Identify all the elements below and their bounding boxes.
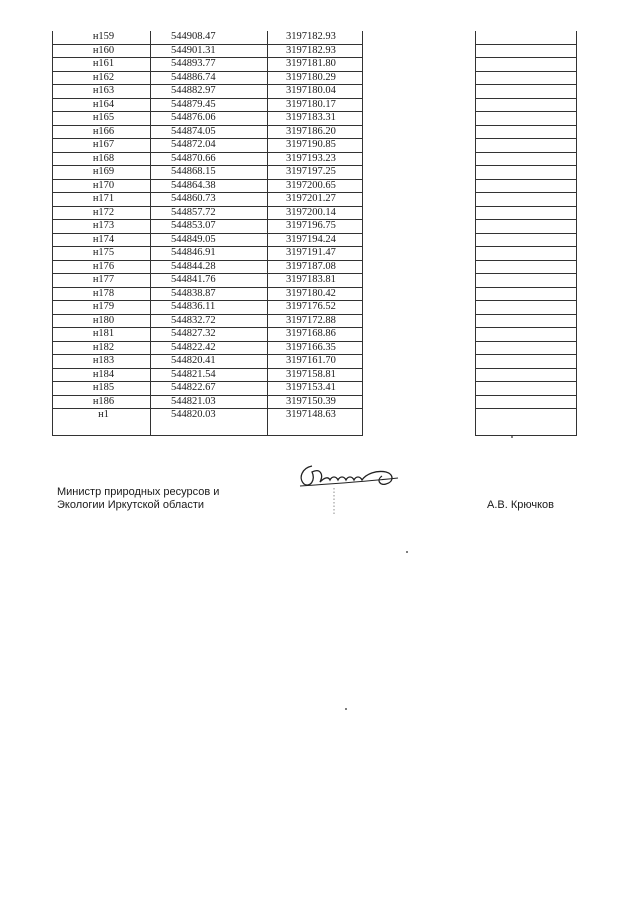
coordinates-table-body: [53, 31, 577, 436]
empty-cell: [476, 193, 577, 207]
empty-cell: [476, 355, 577, 369]
empty-cell: [476, 395, 577, 409]
empty-cell: [476, 85, 577, 99]
position-line-2: Экологии Иркутской области: [57, 499, 205, 511]
empty-cell: [476, 247, 577, 261]
spacer-cell: [363, 301, 476, 315]
x-coordinate-cell: 544864.38: [151, 179, 268, 193]
spacer-cell: [363, 274, 476, 288]
empty-cell: [476, 206, 577, 220]
point-cell: н176: [53, 260, 151, 274]
table-row: [53, 328, 577, 342]
x-coordinate-cell: 544821.54: [151, 368, 268, 382]
table-row: [53, 98, 577, 112]
empty-cell: [476, 125, 577, 139]
x-coordinate-cell: 544838.87: [151, 287, 268, 301]
table-row: [53, 395, 577, 409]
point-cell: н183: [53, 355, 151, 369]
x-coordinate-cell: 544872.04: [151, 139, 268, 153]
table-row: [53, 314, 577, 328]
spacer-cell: [363, 71, 476, 85]
table-row: [53, 341, 577, 355]
empty-cell: [476, 166, 577, 180]
table-row: [53, 287, 577, 301]
handwritten-signature: [290, 458, 410, 518]
spacer-cell: [363, 220, 476, 234]
speck: [345, 708, 347, 710]
table-row: [53, 139, 577, 153]
empty-cell: [476, 260, 577, 274]
empty-cell: [476, 314, 577, 328]
spacer-cell: [363, 395, 476, 409]
x-coordinate-cell: 544879.45: [151, 98, 268, 112]
spacer-cell: [363, 112, 476, 126]
x-coordinate-cell: 544820.41: [151, 355, 268, 369]
coordinates-table: [52, 31, 577, 436]
point-cell: н166: [53, 125, 151, 139]
point-cell: н160: [53, 44, 151, 58]
spacer-cell: [363, 206, 476, 220]
table-row: [53, 44, 577, 58]
y-coordinate-cell: 3197161.70: [268, 355, 363, 369]
point-cell: н161: [53, 58, 151, 72]
spacer-cell: [363, 139, 476, 153]
spacer-cell: [363, 409, 476, 436]
point-cell: н179: [53, 301, 151, 315]
point-cell: н180: [53, 314, 151, 328]
point-cell: н170: [53, 179, 151, 193]
speck: [511, 436, 513, 438]
y-coordinate-cell: 3197182.93: [268, 44, 363, 58]
table-row: [53, 125, 577, 139]
y-coordinate-cell: 3197183.81: [268, 274, 363, 288]
point-cell: н167: [53, 139, 151, 153]
y-coordinate-cell: 3197168.86: [268, 328, 363, 342]
y-coordinate-cell: 3197187.08: [268, 260, 363, 274]
spacer-cell: [363, 328, 476, 342]
spacer-cell: [363, 355, 476, 369]
y-coordinate-cell: 3197182.93: [268, 31, 363, 44]
table-row: [53, 260, 577, 274]
spacer-cell: [363, 382, 476, 396]
x-coordinate-cell: 544857.72: [151, 206, 268, 220]
y-coordinate-cell: 3197194.24: [268, 233, 363, 247]
point-cell: н185: [53, 382, 151, 396]
table-row: [53, 206, 577, 220]
spacer-cell: [363, 152, 476, 166]
point-cell: н173: [53, 220, 151, 234]
spacer-cell: [363, 341, 476, 355]
x-coordinate-cell: 544893.77: [151, 58, 268, 72]
spacer-cell: [363, 58, 476, 72]
x-coordinate-cell: 544832.72: [151, 314, 268, 328]
y-coordinate-cell: 3197200.65: [268, 179, 363, 193]
signatory-position: [57, 486, 219, 512]
empty-cell: [476, 71, 577, 85]
table-row: [53, 220, 577, 234]
y-coordinate-cell: 3197180.04: [268, 85, 363, 99]
y-coordinate-cell: 3197180.42: [268, 287, 363, 301]
spacer-cell: [363, 247, 476, 261]
spacer-cell: [363, 193, 476, 207]
y-coordinate-cell: 3197183.31: [268, 112, 363, 126]
table-row: [53, 409, 577, 436]
x-coordinate-cell: 544849.05: [151, 233, 268, 247]
x-coordinate-cell: 544822.42: [151, 341, 268, 355]
empty-cell: [476, 301, 577, 315]
x-coordinate-cell: 544841.76: [151, 274, 268, 288]
point-cell: н181: [53, 328, 151, 342]
y-coordinate-cell: 3197197.25: [268, 166, 363, 180]
y-coordinate-cell: 3197148.63: [268, 409, 363, 436]
point-cell: н169: [53, 166, 151, 180]
x-coordinate-cell: 544876.06: [151, 112, 268, 126]
point-cell: н186: [53, 395, 151, 409]
x-coordinate-cell: 544901.31: [151, 44, 268, 58]
empty-cell: [476, 328, 577, 342]
x-coordinate-cell: 544860.73: [151, 193, 268, 207]
point-cell: н159: [53, 31, 151, 44]
y-coordinate-cell: 3197181.80: [268, 58, 363, 72]
table-row: [53, 382, 577, 396]
spacer-cell: [363, 85, 476, 99]
empty-cell: [476, 112, 577, 126]
y-coordinate-cell: 3197172.88: [268, 314, 363, 328]
table-row: [53, 166, 577, 180]
spacer-cell: [363, 31, 476, 44]
signatory-name: А.В. Крючков: [487, 499, 555, 511]
spacer-cell: [363, 368, 476, 382]
y-coordinate-cell: 3197191.47: [268, 247, 363, 261]
spacer-cell: [363, 233, 476, 247]
point-cell: н165: [53, 112, 151, 126]
empty-cell: [476, 44, 577, 58]
y-coordinate-cell: 3197176.52: [268, 301, 363, 315]
table-row: [53, 85, 577, 99]
empty-cell: [476, 139, 577, 153]
x-coordinate-cell: 544820.03: [151, 409, 268, 436]
table-row: [53, 71, 577, 85]
table-row: [53, 179, 577, 193]
x-coordinate-cell: 544827.32: [151, 328, 268, 342]
spacer-cell: [363, 98, 476, 112]
table-row: [53, 152, 577, 166]
y-coordinate-cell: 3197158.81: [268, 368, 363, 382]
point-cell: н163: [53, 85, 151, 99]
point-cell: н1: [53, 409, 151, 436]
y-coordinate-cell: 3197153.41: [268, 382, 363, 396]
x-coordinate-cell: 544882.97: [151, 85, 268, 99]
y-coordinate-cell: 3197186.20: [268, 125, 363, 139]
table-row: [53, 368, 577, 382]
empty-cell: [476, 58, 577, 72]
y-coordinate-cell: 3197150.39: [268, 395, 363, 409]
table-row: [53, 58, 577, 72]
empty-cell: [476, 31, 577, 44]
x-coordinate-cell: 544874.05: [151, 125, 268, 139]
y-coordinate-cell: 3197193.23: [268, 152, 363, 166]
y-coordinate-cell: 3197166.35: [268, 341, 363, 355]
empty-cell: [476, 152, 577, 166]
x-coordinate-cell: 544846.91: [151, 247, 268, 261]
table-row: [53, 233, 577, 247]
spacer-cell: [363, 287, 476, 301]
x-coordinate-cell: 544870.66: [151, 152, 268, 166]
empty-cell: [476, 274, 577, 288]
point-cell: н164: [53, 98, 151, 112]
point-cell: н184: [53, 368, 151, 382]
table-row: [53, 355, 577, 369]
position-line-1: Министр природных ресурсов и: [57, 486, 220, 498]
x-coordinate-cell: 544908.47: [151, 31, 268, 44]
empty-cell: [476, 368, 577, 382]
x-coordinate-cell: 544836.11: [151, 301, 268, 315]
empty-cell: [476, 98, 577, 112]
x-coordinate-cell: 544886.74: [151, 71, 268, 85]
empty-cell: [476, 382, 577, 396]
point-cell: н177: [53, 274, 151, 288]
point-cell: н182: [53, 341, 151, 355]
y-coordinate-cell: 3197196.75: [268, 220, 363, 234]
y-coordinate-cell: 3197200.14: [268, 206, 363, 220]
x-coordinate-cell: 544822.67: [151, 382, 268, 396]
spacer-cell: [363, 44, 476, 58]
point-cell: н171: [53, 193, 151, 207]
point-cell: н172: [53, 206, 151, 220]
point-cell: н178: [53, 287, 151, 301]
spacer-cell: [363, 179, 476, 193]
empty-cell: [476, 179, 577, 193]
speck: [406, 551, 408, 553]
y-coordinate-cell: 3197190.85: [268, 139, 363, 153]
spacer-cell: [363, 166, 476, 180]
point-cell: н174: [53, 233, 151, 247]
table-row: [53, 112, 577, 126]
y-coordinate-cell: 3197201.27: [268, 193, 363, 207]
point-cell: н175: [53, 247, 151, 261]
table-row: [53, 301, 577, 315]
point-cell: н168: [53, 152, 151, 166]
empty-cell: [476, 341, 577, 355]
x-coordinate-cell: 544844.28: [151, 260, 268, 274]
x-coordinate-cell: 544868.15: [151, 166, 268, 180]
point-cell: н162: [53, 71, 151, 85]
spacer-cell: [363, 314, 476, 328]
spacer-cell: [363, 125, 476, 139]
y-coordinate-cell: 3197180.17: [268, 98, 363, 112]
empty-cell: [476, 233, 577, 247]
table-row: [53, 274, 577, 288]
spacer-cell: [363, 260, 476, 274]
table-row: [53, 193, 577, 207]
empty-cell: [476, 287, 577, 301]
x-coordinate-cell: 544853.07: [151, 220, 268, 234]
x-coordinate-cell: 544821.03: [151, 395, 268, 409]
table-row: [53, 247, 577, 261]
table-row: [53, 31, 577, 44]
empty-cell: [476, 409, 577, 436]
empty-cell: [476, 220, 577, 234]
y-coordinate-cell: 3197180.29: [268, 71, 363, 85]
